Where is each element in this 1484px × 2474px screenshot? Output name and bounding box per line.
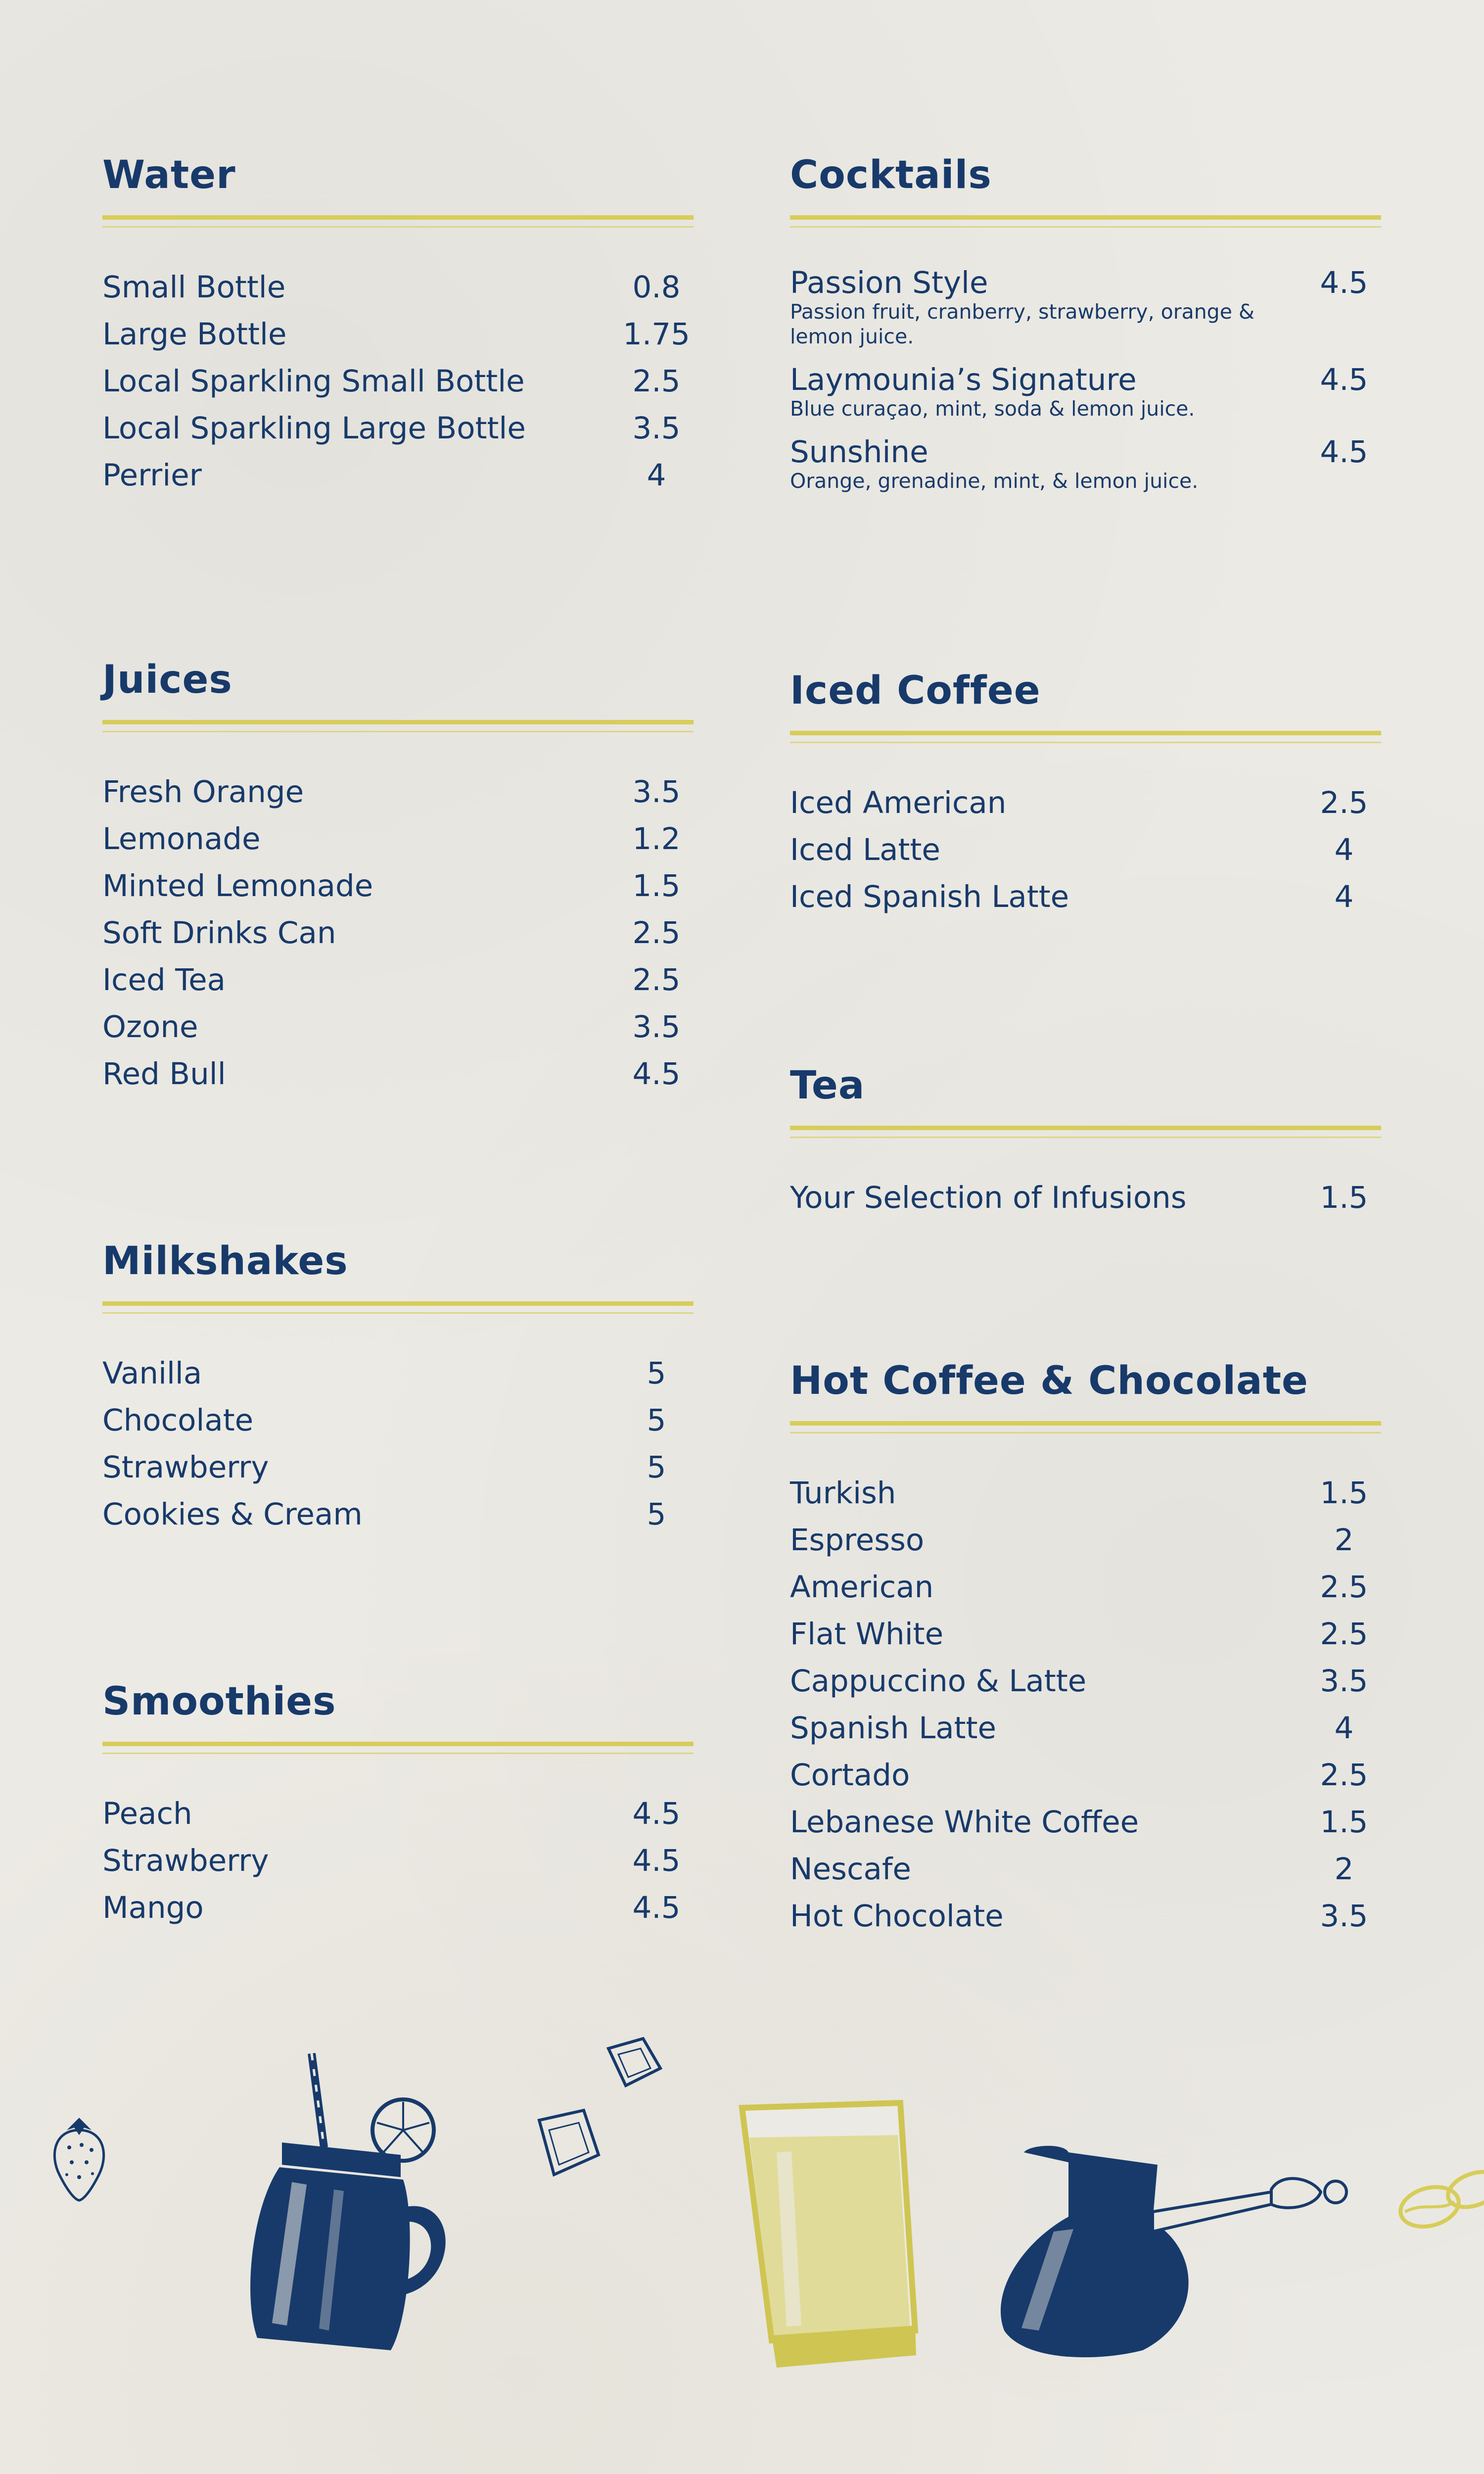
- menu-item: [790, 1564, 1381, 1611]
- item-price: 4: [647, 458, 666, 493]
- item-list: [102, 1790, 694, 1931]
- item-list: [790, 264, 1381, 493]
- item-name: Passion Style: [790, 265, 988, 300]
- item-price: 4: [1334, 832, 1354, 867]
- section-title: Tea: [790, 1063, 865, 1108]
- item-description: Blue curaçao, mint, soda & lemon juice.: [790, 397, 1195, 421]
- section-smoothies: [102, 1679, 694, 1931]
- item-name: Soft Drinks Can: [102, 915, 336, 951]
- item-price: 5: [647, 1356, 666, 1391]
- menu-item: [102, 1837, 694, 1884]
- menu-item: [790, 1470, 1381, 1517]
- item-description: Passion fruit, cranberry, strawberry, orange & lemon juice.: [790, 300, 1254, 348]
- item-list: [102, 768, 694, 1097]
- item-price: 4: [1334, 879, 1354, 914]
- item-name: Local Sparkling Small Bottle: [102, 364, 525, 399]
- section-water: [102, 153, 694, 499]
- item-name: Peach: [102, 1796, 192, 1831]
- item-price: 1.5: [1320, 1805, 1368, 1840]
- menu-item: [102, 1790, 694, 1837]
- menu-item: [790, 1658, 1381, 1705]
- section-iced-coffee: [790, 668, 1381, 920]
- glass-icon: [737, 2098, 925, 2375]
- item-name: Minted Lemonade: [102, 868, 373, 904]
- menu-item: [790, 826, 1381, 873]
- menu-item: [102, 1491, 694, 1538]
- menu-item: [102, 1050, 694, 1097]
- item-name: Perrier: [102, 458, 202, 493]
- item-name: Turkish: [790, 1475, 896, 1511]
- item-price: 1.5: [1320, 1475, 1368, 1511]
- section-divider: [790, 1421, 1381, 1436]
- item-price: 4.5: [1320, 362, 1368, 397]
- item-name: Lebanese White Coffee: [790, 1805, 1139, 1840]
- menu-item: [102, 1444, 694, 1491]
- item-price: 3.5: [632, 774, 681, 809]
- item-price: 2.5: [1320, 1570, 1368, 1605]
- item-price: 1.5: [632, 868, 681, 904]
- item-name: Mango: [102, 1890, 204, 1925]
- menu-item: [102, 1884, 694, 1931]
- item-name: Large Bottle: [102, 317, 287, 352]
- item-price: 4: [1334, 1711, 1354, 1746]
- menu-item: [102, 909, 694, 956]
- section-title: Smoothies: [102, 1679, 336, 1724]
- item-name: Spanish Latte: [790, 1711, 996, 1746]
- menu-item: [102, 452, 694, 499]
- section-title: Hot Coffee & Chocolate: [790, 1359, 1308, 1403]
- section-divider: [790, 215, 1381, 230]
- menu-item: [102, 264, 694, 311]
- item-price: 2: [1334, 1522, 1354, 1558]
- strawberry-icon: [45, 2110, 114, 2202]
- menu-item: [790, 873, 1381, 920]
- coffee-beans-icon: [1395, 2167, 1484, 2241]
- menu-item: [102, 1350, 694, 1397]
- section-juices: [102, 658, 694, 1097]
- item-name: Espresso: [790, 1522, 925, 1558]
- menu-item: [102, 956, 694, 1003]
- section-divider: [790, 731, 1381, 746]
- item-price: 3.5: [1320, 1899, 1368, 1934]
- item-name: Sunshine: [790, 434, 928, 470]
- section-divider: [102, 1301, 694, 1316]
- section-title: Milkshakes: [102, 1239, 348, 1284]
- item-name: Fresh Orange: [102, 774, 304, 809]
- item-name: Iced Latte: [790, 832, 940, 867]
- section-title: Juices: [102, 658, 232, 702]
- item-price: 2.5: [632, 962, 681, 998]
- section-hot-coffee: [790, 1359, 1381, 1940]
- menu-item: [790, 1893, 1381, 1940]
- mason-jar-icon: [223, 2048, 470, 2365]
- coffee-pot-icon: [994, 2142, 1350, 2360]
- item-price: 4.5: [632, 1843, 681, 1878]
- item-name: Iced Spanish Latte: [790, 879, 1069, 914]
- menu-item: [790, 264, 1381, 349]
- item-price: 3.5: [632, 1009, 681, 1045]
- item-name: Strawberry: [102, 1843, 269, 1878]
- section-title: Cocktails: [790, 153, 992, 197]
- menu-item: [102, 768, 694, 815]
- item-price: 5: [647, 1497, 666, 1532]
- item-name: American: [790, 1570, 934, 1605]
- item-price: 5: [647, 1403, 666, 1438]
- item-name: Hot Chocolate: [790, 1899, 1004, 1934]
- item-price: 4.5: [1320, 265, 1368, 300]
- menu-item: [102, 405, 694, 452]
- item-price: 2.5: [1320, 785, 1368, 820]
- menu-item: [790, 1799, 1381, 1846]
- section-tea: [790, 1063, 1381, 1221]
- menu-item: [102, 862, 694, 909]
- item-name: Nescafe: [790, 1852, 911, 1887]
- section-title: Iced Coffee: [790, 668, 1041, 713]
- item-price: 2.5: [1320, 1617, 1368, 1652]
- item-name: Ozone: [102, 1009, 198, 1045]
- menu-item: [102, 1397, 694, 1444]
- item-price: 1.5: [1320, 1180, 1368, 1215]
- item-price: 0.8: [632, 270, 681, 305]
- item-price: 4.5: [1320, 434, 1368, 470]
- item-description: Orange, grenadine, mint, & lemon juice.: [790, 469, 1199, 493]
- item-name: Flat White: [790, 1617, 944, 1652]
- menu-item: [790, 361, 1381, 421]
- section-divider: [102, 215, 694, 230]
- item-price: 4.5: [632, 1056, 681, 1092]
- item-price: 2: [1334, 1852, 1354, 1887]
- menu-item: [790, 1611, 1381, 1658]
- item-name: Lemonade: [102, 821, 261, 856]
- menu-item: [102, 815, 694, 862]
- item-price: 2.5: [632, 915, 681, 951]
- section-cocktails: [790, 153, 1381, 505]
- item-name: Red Bull: [102, 1056, 226, 1092]
- item-name: Cortado: [790, 1758, 910, 1793]
- menu-item: [790, 1517, 1381, 1564]
- item-name: Iced Tea: [102, 962, 226, 998]
- menu-item: [790, 1846, 1381, 1893]
- item-price: 4.5: [632, 1796, 681, 1831]
- menu-item: [790, 433, 1381, 493]
- item-name: Laymounia’s Signature: [790, 362, 1137, 397]
- item-list: [790, 1470, 1381, 1940]
- item-price: 3.5: [632, 411, 681, 446]
- item-list: [790, 779, 1381, 920]
- menu-item: [102, 311, 694, 358]
- item-price: 4.5: [632, 1890, 681, 1925]
- section-divider: [102, 720, 694, 735]
- item-list: [102, 264, 694, 499]
- item-name: Strawberry: [102, 1450, 269, 1485]
- item-price: 1.75: [623, 317, 690, 352]
- item-price: 2.5: [1320, 1758, 1368, 1793]
- section-title: Water: [102, 153, 236, 197]
- item-name: Your Selection of Infusions: [790, 1180, 1187, 1215]
- menu-item: [790, 1752, 1381, 1799]
- section-divider: [102, 1742, 694, 1757]
- item-name: Cappuccino & Latte: [790, 1664, 1087, 1699]
- item-price: 2.5: [632, 364, 681, 399]
- item-price: 1.2: [632, 821, 681, 856]
- item-list: [790, 1174, 1381, 1221]
- item-price: 5: [647, 1450, 666, 1485]
- item-name: Vanilla: [102, 1356, 202, 1391]
- menu-item: [790, 1705, 1381, 1752]
- menu-item: [790, 1174, 1381, 1221]
- item-name: Iced American: [790, 785, 1007, 820]
- menu-item: [102, 358, 694, 405]
- item-price: 3.5: [1320, 1664, 1368, 1699]
- item-name: Small Bottle: [102, 270, 286, 305]
- item-name: Cookies & Cream: [102, 1497, 363, 1532]
- ice-cube-icon: [599, 2034, 668, 2093]
- item-name: Local Sparkling Large Bottle: [102, 411, 526, 446]
- section-divider: [790, 1126, 1381, 1141]
- item-list: [102, 1350, 694, 1538]
- section-milkshakes: [102, 1239, 694, 1538]
- menu-item: [790, 779, 1381, 826]
- menu-item: [102, 1003, 694, 1050]
- item-name: Chocolate: [102, 1403, 254, 1438]
- ice-cube-icon: [519, 2100, 608, 2189]
